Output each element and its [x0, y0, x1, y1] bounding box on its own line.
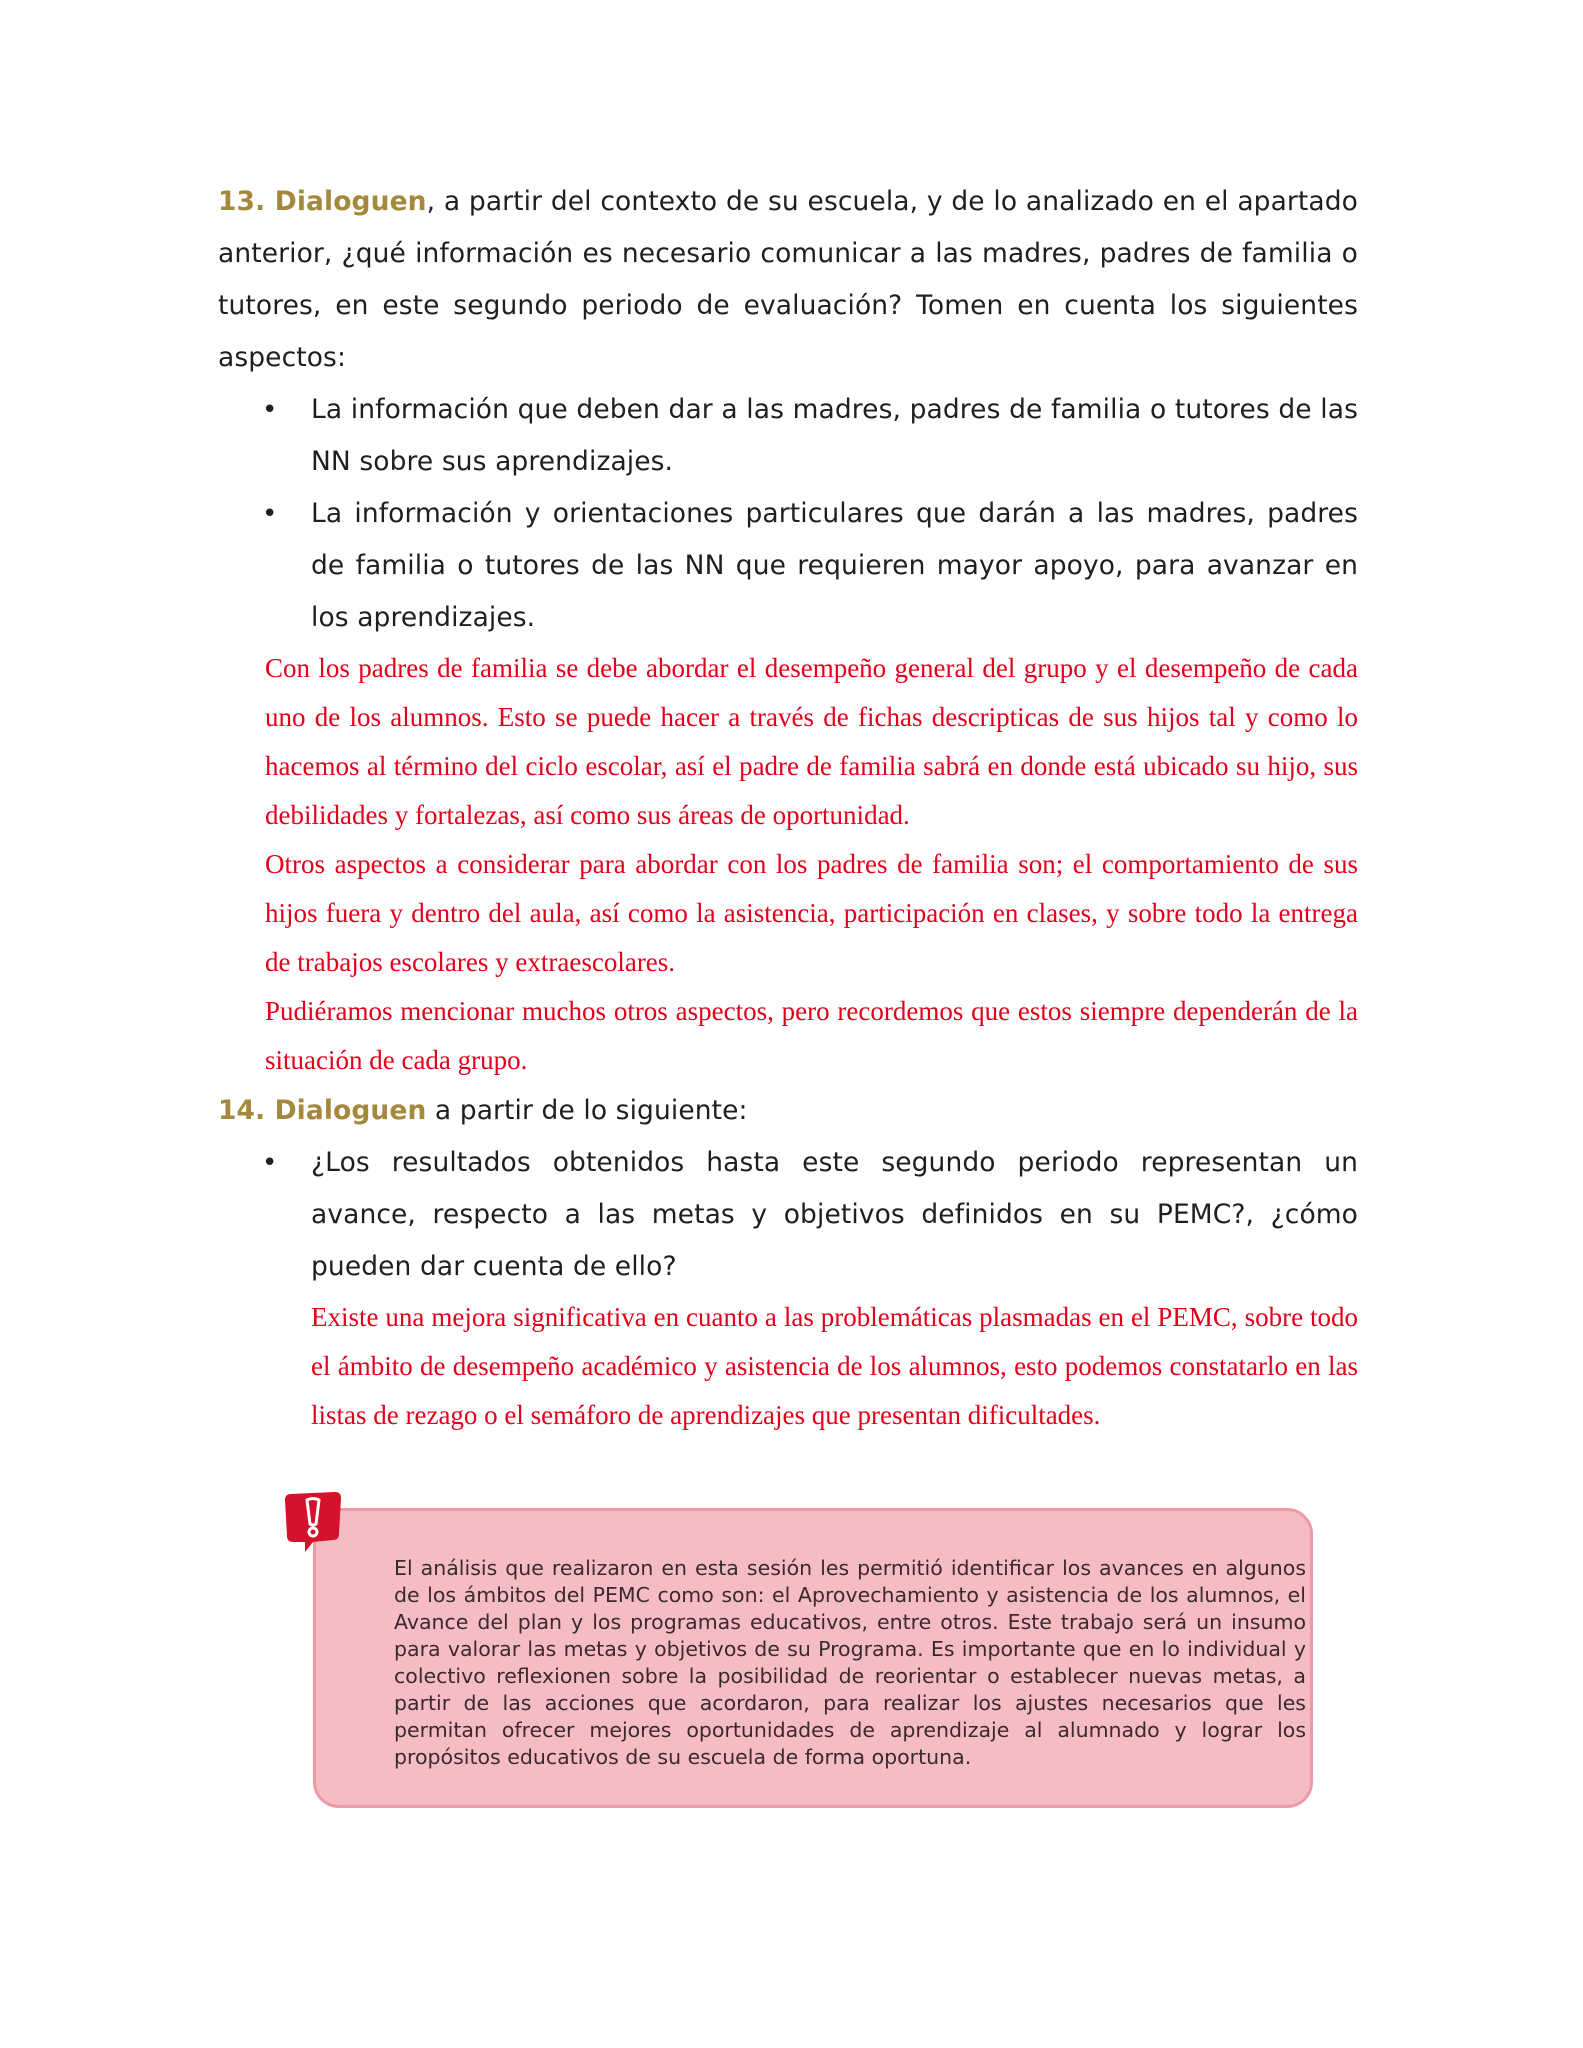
bullet-dot: •	[262, 395, 278, 425]
question-13-verb: Dialoguen	[274, 186, 427, 217]
bullet-dot: •	[262, 1148, 278, 1178]
question-14-number: 14.	[218, 1095, 266, 1126]
list-item	[218, 384, 1358, 488]
note-box	[313, 1508, 1313, 1808]
question-13-text: , a partir del contexto de su escuela, y de lo analizado en el apartado anterior, ¿qué información es necesario comunicar a las madres, padres de familia o tutores, en este segundo periodo de evaluación? Tomen en cuenta los siguientes aspectos:	[218, 186, 1358, 373]
question-13-heading	[218, 186, 427, 217]
question-14-heading	[218, 1095, 426, 1126]
page-content	[218, 176, 1358, 1440]
list-item	[218, 1137, 1358, 1293]
bullet-dot: •	[262, 499, 278, 529]
answer-paragraph: Pudiéramos mencionar muchos otros aspectos, pero recordemos que estos siempre dependerán de la situación de cada grupo.	[265, 996, 1358, 1075]
bullet-text: ¿Los resultados obtenidos hasta este segundo periodo representan un avance, respecto a las metas y objetivos definidos en su PEMC?, ¿cómo pueden dar cuenta de ello?	[311, 1147, 1358, 1282]
question-14-text: a partir de lo siguiente:	[426, 1095, 748, 1126]
note-text: El análisis que realizaron en esta sesión les permitió identificar los avances en algunos de los ámbitos del PEMC como son: el Aprovechamiento y asistencia de los alumnos, el Avance del plan y los programas educativos, entre otros. Este trabajo será un insumo para valorar las metas y objetivos de su Programa. Es importante que en lo individual y colectivo reflexionen sobre la posibilidad de reorientar o establecer nuevas metas, a partir de las acciones que acordaron, para realizar los ajustes necesarios que les permitan ofrecer mejores oportunidades de aprendizaje al alumnado y lograr los propósitos educativos de su escuela de forma oportuna.	[394, 1556, 1306, 1769]
question-14-verb: Dialoguen	[274, 1095, 427, 1126]
question-13-answers	[218, 644, 1358, 1085]
question-14	[218, 1085, 1358, 1137]
note-callout	[283, 1490, 1323, 1820]
bullet-text: La información y orientaciones particulares que darán a las madres, padres de familia o tutores de las NN que requieren mayor apoyo, para avanzar en los aprendizajes.	[311, 498, 1358, 633]
question-13	[218, 176, 1358, 384]
exclamation-icon	[283, 1490, 343, 1554]
answer-paragraph: Con los padres de familia se debe abordar el desempeño general del grupo y el desempeño de cada uno de los alumnos. Esto se puede hacer a través de fichas descripticas de sus hijos tal y como lo hacemos al término del ciclo escolar, así el padre de familia sabrá en donde está ubicado su hijo, sus debilidades y fortalezas, así como sus áreas de oportunidad.	[265, 653, 1358, 830]
question-13-number: 13.	[218, 186, 266, 217]
question-14-answer: Existe una mejora significativa en cuanto a las problemáticas plasmadas en el PEMC, sobre todo el ámbito de desempeño académico y asistencia de los alumnos, esto podemos constatarlo en las listas de rezago o el semáforo de aprendizajes que presentan dificultades.	[311, 1302, 1358, 1430]
question-14-bullets	[218, 1137, 1358, 1293]
answer-paragraph: Otros aspectos a considerar para abordar con los padres de familia son; el comportamiento de sus hijos fuera y dentro del aula, así como la asistencia, participación en clases, y sobre todo la entrega de trabajos escolares y extraescolares.	[265, 849, 1358, 977]
list-item	[218, 488, 1358, 644]
bullet-text: La información que deben dar a las madres, padres de familia o tutores de las NN sobre sus aprendizajes.	[311, 394, 1358, 477]
question-13-bullets	[218, 384, 1358, 644]
